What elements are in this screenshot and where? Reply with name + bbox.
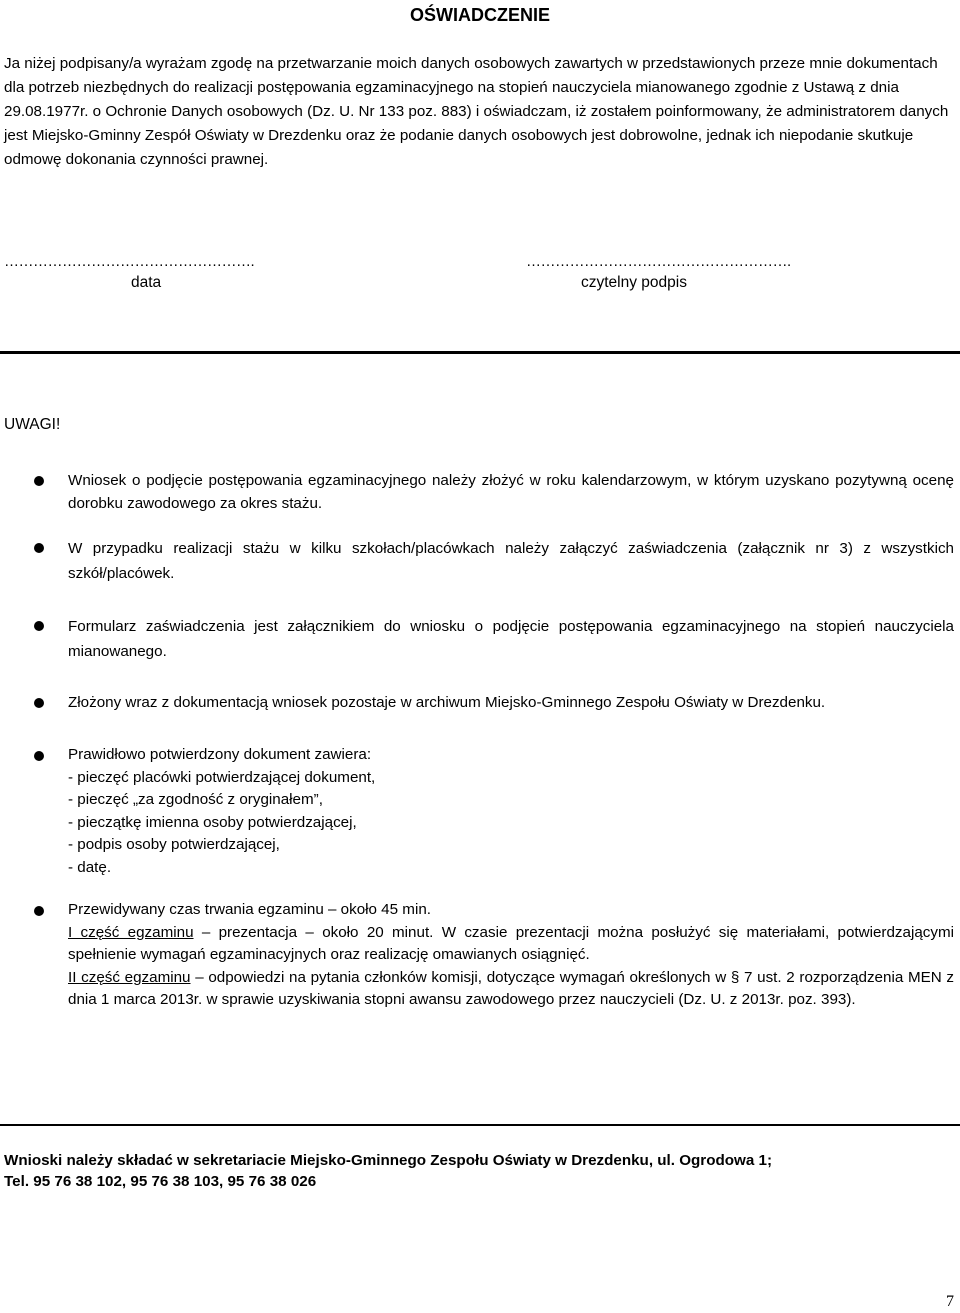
exam-part-1 — [68, 922, 954, 967]
signature-dotted-line: ………………………………………………. — [526, 253, 791, 270]
exam-duration: Przewidywany czas trwania egzaminu – około 45 min. — [68, 901, 431, 918]
separator-line-bottom — [0, 1124, 960, 1126]
exam-part-2-label: II część egzaminu — [68, 968, 191, 986]
consent-statement — [4, 52, 954, 172]
requirement-line: - podpis osoby potwierdzającej, — [68, 836, 280, 853]
bullet — [34, 698, 44, 708]
exam-info — [68, 899, 954, 1012]
bullet — [34, 476, 44, 486]
notes-heading: UWAGI! — [4, 416, 61, 433]
requirement-line: - pieczątkę imienna osoby potwierdzającej, — [68, 813, 357, 831]
requirement-line: - pieczęć „za zgodność z oryginałem”, — [68, 791, 323, 808]
requirement-line: - pieczęć placówki potwierdzającej dokument, — [68, 768, 376, 786]
bullet — [34, 621, 44, 631]
document-title: OŚWIADCZENIE — [409, 5, 550, 25]
separator-line-top — [0, 351, 960, 354]
page-number: 7 — [946, 1293, 954, 1310]
exam-part-2 — [68, 967, 954, 1012]
footer-phones: Tel. 95 76 38 102, 95 76 38 103, 95 76 38 026 — [4, 1173, 317, 1190]
bullet — [34, 751, 44, 761]
note-item: W przypadku realizacji stażu w kilku szkołach/placówkach należy załączyć zaświadczenia (załącznik nr 3) z wszystkich szkół/placówek. — [68, 540, 954, 582]
bullet — [34, 906, 44, 916]
requirement-line: - datę. — [68, 858, 112, 876]
note-item: Złożony wraz z dokumentacją wniosek pozostaje w archiwum Miejsko-Gminnego Zespołu Oświaty w Drezdenku. — [68, 694, 826, 711]
exam-part-2-text: – odpowiedzi na pytania członków komisji, dotyczące wymagań określonych w § 7 ust. 2 rozporządzenia MEN z dnia 1 marca 2013r. w sprawie uzyskiwania stopni awansu zawodowego przez nauczycieli (Dz. U. z 2013r. poz. 393). — [68, 968, 954, 1008]
bullet — [34, 543, 44, 553]
date-dotted-line: ……………………………………………. — [4, 253, 255, 270]
footer-contact — [4, 1150, 954, 1192]
consent-text: Ja niżej podpisany/a wyrażam zgodę na przetwarzanie moich danych osobowych zawartych w przedstawionych przeze mnie dokumentach dla potrzeb niezbędnych do realizacji postępowania egzaminacyjnego na stopień nauczyciela mianowanego zgodnie z Ustawą z dnia 29.08.1977r. o Ochronie Danych osobowych (Dz. U. Nr 133 poz. 883) i oświadczam, iż zostałem poinformowany, że administratorem danych jest Miejsko-Gminny Zespół Oświaty w Drezdenku oraz że podanie danych osobowych jest dobrowolne, jednak ich niepodanie skutkuje odmowę dokonania czynności prawnej. — [4, 55, 949, 168]
exam-part-1-label: I część egzaminu — [68, 923, 194, 941]
exam-part-1-text: – prezentacja – około 20 minut. W czasie prezentacji można posłużyć się materiałami, potwierdzającymi spełnienie wymagań egzaminacyjnych oraz realizację omawianych osiągnięć. — [68, 923, 954, 963]
document-requirements — [68, 744, 954, 879]
footer-address: Wnioski należy składać w sekretariacie Miejsko-Gminnego Zespołu Oświaty w Drezdenku, ul. Ogrodowa 1; — [4, 1152, 773, 1169]
date-label: data — [131, 274, 162, 291]
signature-label: czytelny podpis — [581, 274, 687, 291]
requirements-heading: Prawidłowo potwierdzony dokument zawiera: — [68, 746, 372, 763]
note-item: Formularz zaświadczenia jest załącznikiem do wniosku o podjęcie postępowania egzaminacyjnego na stopień nauczyciela mianowanego. — [68, 618, 954, 660]
note-item: Wniosek o podjęcie postępowania egzaminacyjnego należy złożyć w roku kalendarzowym, w którym uzyskano pozytywną ocenę dorobku zawodowego za okres stażu. — [68, 472, 954, 512]
